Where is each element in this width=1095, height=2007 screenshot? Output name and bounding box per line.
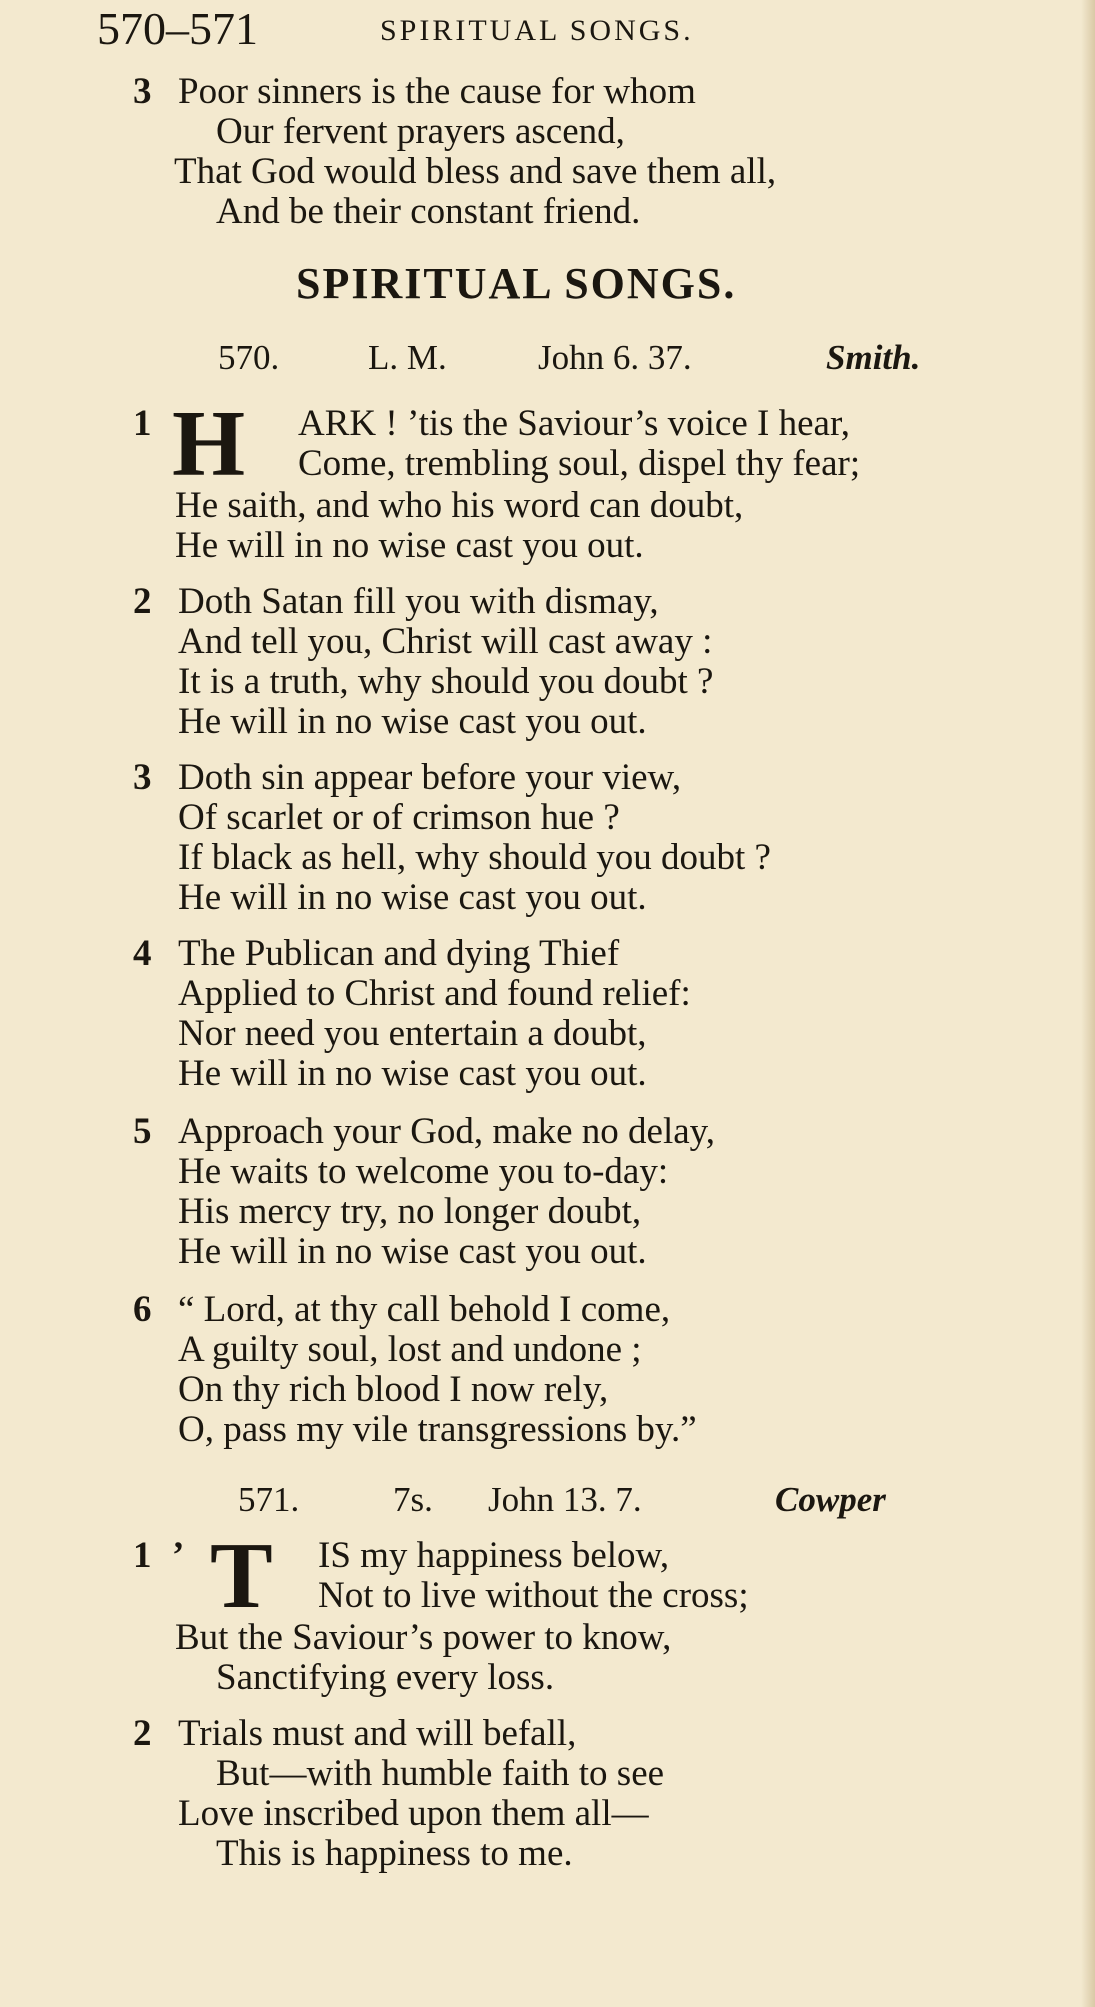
- verse-line: He will in no wise cast you out.: [178, 877, 647, 918]
- verse-line: Not to live without the cross;: [318, 1575, 749, 1616]
- verse-line: But—with humble faith to see: [216, 1753, 665, 1794]
- verse-line: Doth sin appear before your view,: [178, 757, 682, 798]
- verse-line: Applied to Christ and found relief:: [178, 973, 691, 1014]
- verse-line: IS my happiness below,: [318, 1535, 670, 1576]
- verse-line: Of scarlet or of crimson hue ?: [178, 797, 620, 838]
- stanza-number: 5: [133, 1111, 152, 1152]
- stanza-number: 3: [133, 757, 152, 798]
- verse-line: Love inscribed upon them all—: [178, 1793, 649, 1834]
- verse-line: Nor need you entertain a doubt,: [178, 1013, 647, 1054]
- verse-line: He saith, and who his word can doubt,: [175, 485, 744, 526]
- verse-line: The Publican and dying Thief: [178, 933, 620, 974]
- verse-line: He will in no wise cast you out.: [178, 701, 647, 742]
- verse-line: And be their constant friend.: [216, 191, 641, 232]
- drop-cap: T: [210, 1524, 273, 1628]
- stanza-number: 2: [133, 1713, 152, 1754]
- stanza-number: 4: [133, 933, 152, 974]
- verse-line: ARK ! ’tis the Saviour’s voice I hear,: [298, 403, 851, 444]
- verse-line: “ Lord, at thy call behold I come,: [178, 1289, 671, 1330]
- stanza-number: 2: [133, 581, 152, 622]
- stanza-number: 3: [133, 71, 152, 112]
- verse-line: A guilty soul, lost and undone ;: [178, 1329, 642, 1370]
- hymn-scripture: John 6. 37.: [538, 338, 692, 377]
- verse-line: He will in no wise cast you out.: [175, 525, 644, 566]
- verse-line: He will in no wise cast you out.: [178, 1231, 647, 1272]
- stanza-number: 1: [133, 403, 152, 444]
- stanza-number: 6: [133, 1289, 152, 1330]
- verse-line: Approach your God, make no delay,: [178, 1111, 716, 1152]
- verse-line: His mercy try, no longer doubt,: [178, 1191, 642, 1232]
- verse-line: He waits to welcome you to-day:: [178, 1151, 669, 1192]
- verse-line: This is happiness to me.: [216, 1833, 573, 1874]
- verse-line: On thy rich blood I now rely,: [178, 1369, 609, 1410]
- verse-line: He will in no wise cast you out.: [178, 1053, 647, 1094]
- verse-line: Doth Satan fill you with dismay,: [178, 581, 659, 622]
- verse-line: It is a truth, why should you doubt ?: [178, 661, 714, 702]
- verse-line: That God would bless and save them all,: [174, 151, 777, 192]
- running-title: SPIRITUAL SONGS.: [380, 14, 694, 47]
- verse-line: But the Saviour’s power to know,: [175, 1617, 672, 1658]
- verse-line: Come, trembling soul, dispel thy fear;: [298, 443, 861, 484]
- hymn-number: 570.: [218, 338, 280, 377]
- page-numbers: 570–571: [97, 3, 258, 54]
- hymn-author: Smith.: [826, 338, 921, 377]
- verse-line: If black as hell, why should you doubt ?: [178, 837, 771, 878]
- stanza-number: 1: [133, 1535, 152, 1576]
- hymn-meter: L. M.: [368, 338, 447, 377]
- hymn-number: 571.: [238, 1480, 300, 1519]
- verse-line: Poor sinners is the cause for whom: [178, 71, 696, 112]
- verse-line: Sanctifying every loss.: [216, 1657, 555, 1698]
- section-title: SPIRITUAL SONGS.: [296, 259, 737, 308]
- page-edge: [1081, 0, 1095, 2007]
- hymn-scripture: John 13. 7.: [488, 1480, 642, 1519]
- opening-quote-mark: ’: [172, 1535, 185, 1576]
- drop-cap: H: [172, 392, 246, 496]
- hymn-author: Cowper: [775, 1480, 886, 1519]
- verse-line: O, pass my vile transgressions by.”: [178, 1409, 697, 1450]
- hymn-meter: 7s.: [393, 1480, 433, 1519]
- verse-line: Our fervent prayers ascend,: [216, 111, 625, 152]
- verse-line: And tell you, Christ will cast away :: [178, 621, 713, 662]
- verse-line: Trials must and will befall,: [178, 1713, 577, 1754]
